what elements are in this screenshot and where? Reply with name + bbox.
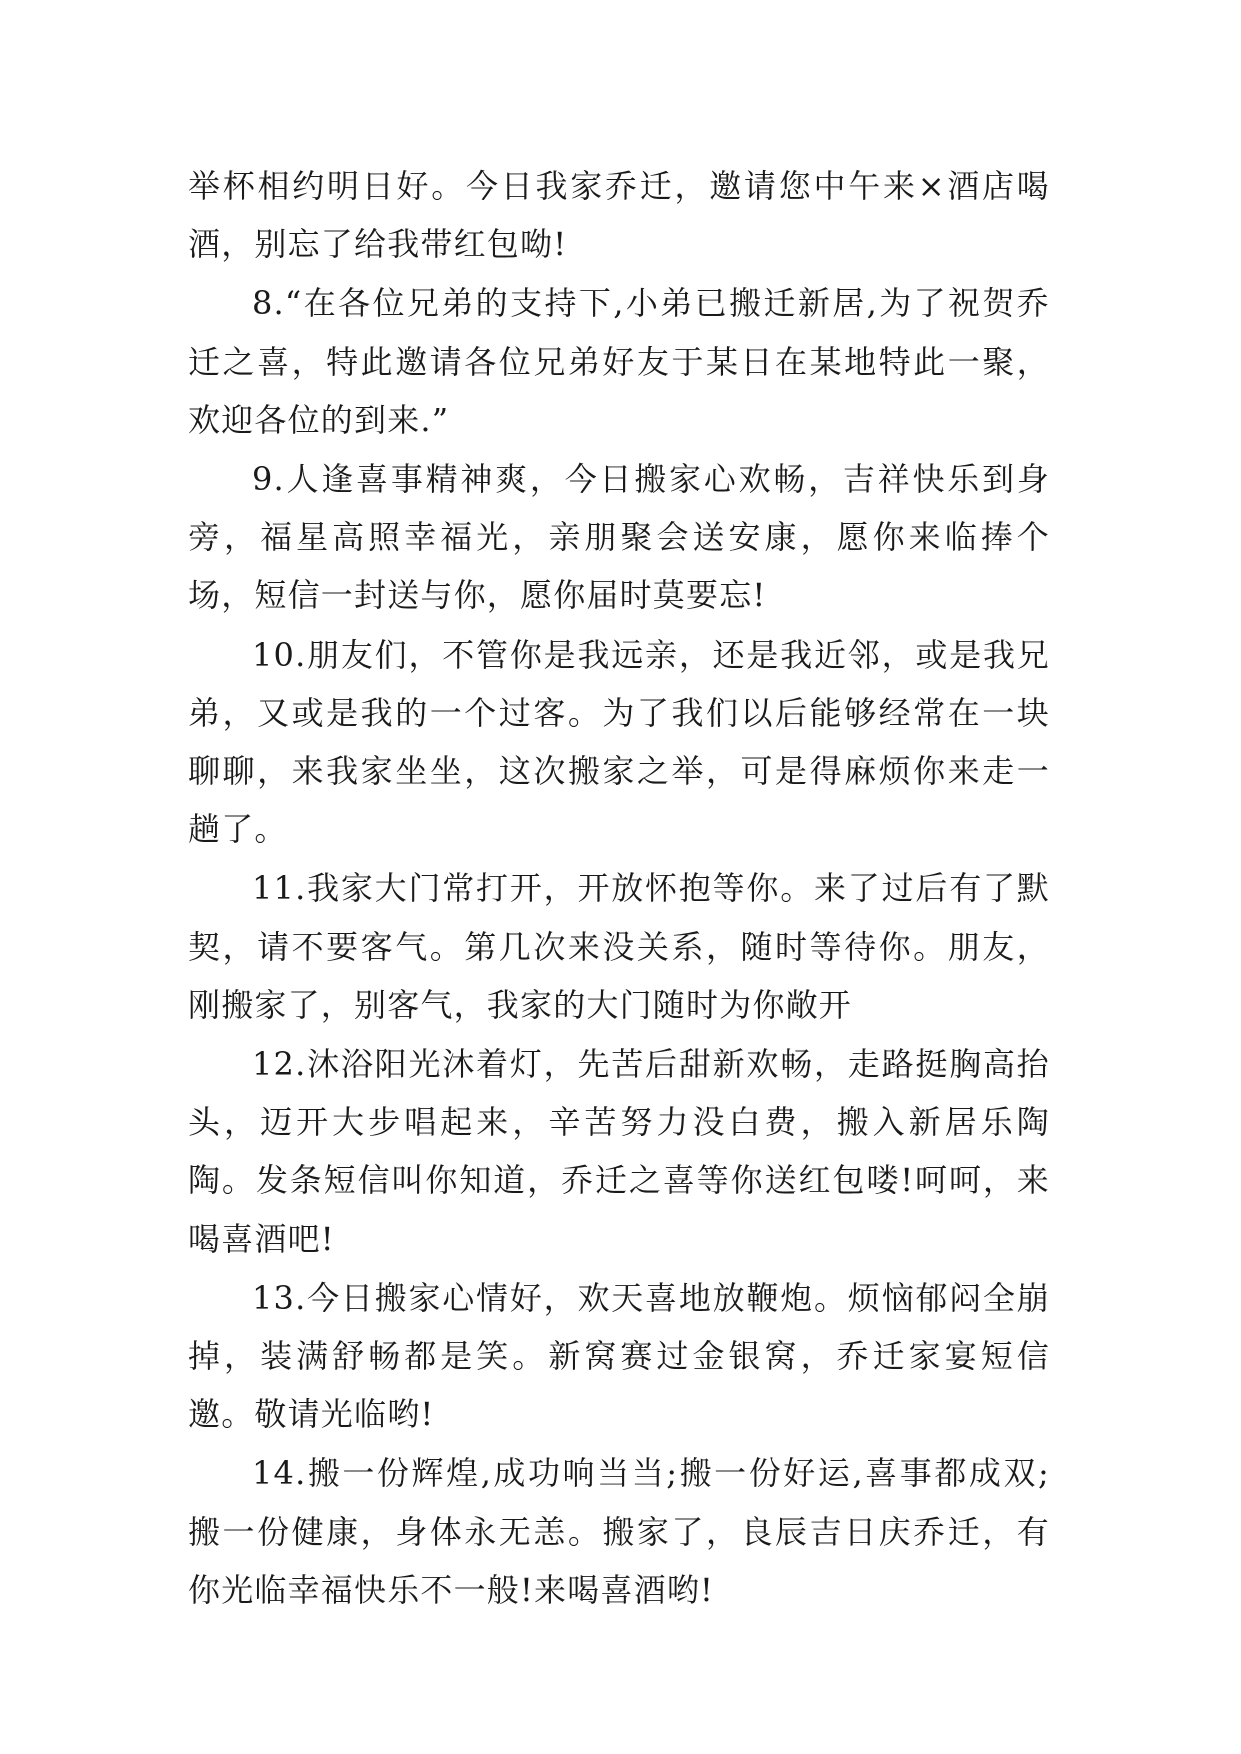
paragraph-continuation: 举杯相约明日好。今日我家乔迁，邀请您中午来×酒店喝酒，别忘了给我带红包呦! xyxy=(188,167,1050,264)
paragraph-item-9: 9.人逢喜事精神爽，今日搬家心欢畅，吉祥快乐到身旁，福星高照幸福光，亲朋聚会送安康，愿你来临捧个场，短信一封送与你，愿你届时莫要忘! xyxy=(188,460,1050,615)
document-page xyxy=(188,157,1050,1620)
paragraph-item-11: 11.我家大门常打开，开放怀抱等你。来了过后有了默契，请不要客气。第几次来没关系，随时等待你。朋友，刚搬家了，别客气，我家的大门随时为你敞开 xyxy=(188,869,1050,1024)
paragraph-item-13: 13.今日搬家心情好，欢天喜地放鞭炮。烦恼郁闷全崩掉，装满舒畅都是笑。新窝赛过金银窝，乔迁家宴短信邀。敬请光临哟! xyxy=(188,1278,1050,1434)
paragraph-item-14: 14.搬一份辉煌,成功响当当;搬一份好运,喜事都成双;搬一份健康，身体永无恙。搬家了，良辰吉日庆乔迁，有你光临幸福快乐不一般!来喝喜酒哟! xyxy=(188,1454,1050,1609)
paragraph-item-12: 12.沐浴阳光沐着灯，先苦后甜新欢畅，走路挺胸高抬头，迈开大步唱起来，辛苦努力没白费，搬入新居乐陶陶。发条短信叫你知道，乔迁之喜等你送红包喽!呵呵，来喝喜酒吧! xyxy=(188,1045,1050,1258)
paragraph-item-10: 10.朋友们，不管你是我远亲，还是我近邻，或是我兄弟，又或是我的一个过客。为了我们以后能够经常在一块聊聊，来我家坐坐，这次搬家之举，可是得麻烦你来走一趟了。 xyxy=(188,635,1050,849)
paragraph-item-8: 8.“在各位兄弟的支持下,小弟已搬迁新居,为了祝贺乔迁之喜，特此邀请各位兄弟好友于某日在某地特此一聚，欢迎各位的到来.” xyxy=(188,284,1050,439)
